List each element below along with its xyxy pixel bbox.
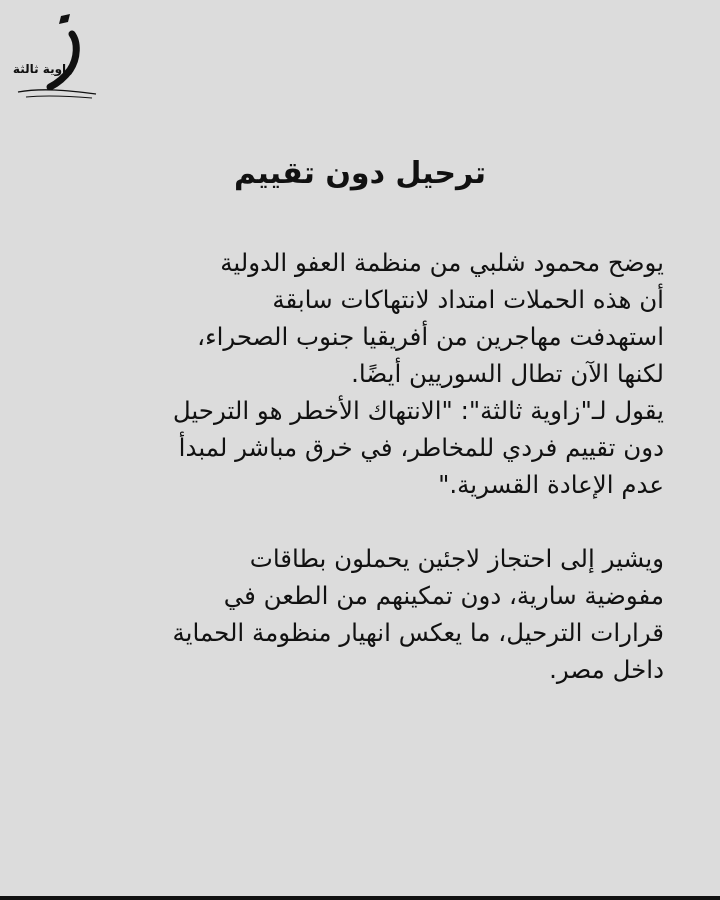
paragraph-line: يوضح محمود شلبي من منظمة العفو الدولية bbox=[220, 248, 664, 277]
article-body bbox=[40, 244, 664, 688]
paragraph-1 bbox=[40, 244, 664, 392]
page-title: ترحيل دون تقييم bbox=[234, 156, 486, 191]
paragraph-line: مفوضية سارية، دون تمكينهم من الطعن في bbox=[223, 581, 664, 610]
paragraph-2 bbox=[40, 392, 664, 503]
brand-logo bbox=[6, 12, 101, 102]
paragraph-3 bbox=[40, 540, 664, 688]
paragraph-line: استهدفت مهاجرين من أفريقيا جنوب الصحراء، bbox=[197, 322, 664, 351]
zay-letter-icon bbox=[6, 12, 101, 102]
paragraph-line: يقول لـ"زاوية ثالثة": "الانتهاك الأخطر هو الترحيل bbox=[172, 396, 664, 425]
logo-text: زاوية ثالثة bbox=[12, 62, 74, 76]
paragraph-line: قرارات الترحيل، ما يعكس انهيار منظومة الحماية bbox=[172, 618, 664, 647]
paragraph-line: لكنها الآن تطال السوريين أيضًا. bbox=[351, 359, 664, 388]
paragraph-line: أن هذه الحملات امتداد لانتهاكات سابقة bbox=[272, 285, 664, 314]
bottom-divider bbox=[0, 896, 720, 900]
paragraph-line: عدم الإعادة القسرية." bbox=[438, 470, 664, 499]
paragraph-line: ويشير إلى احتجاز لاجئين يحملون بطاقات bbox=[249, 544, 664, 573]
paragraph-spacer bbox=[40, 503, 664, 540]
paragraph-line: داخل مصر. bbox=[549, 655, 664, 684]
paragraph-line: دون تقييم فردي للمخاطر، في خرق مباشر لمبدأ bbox=[178, 433, 664, 462]
